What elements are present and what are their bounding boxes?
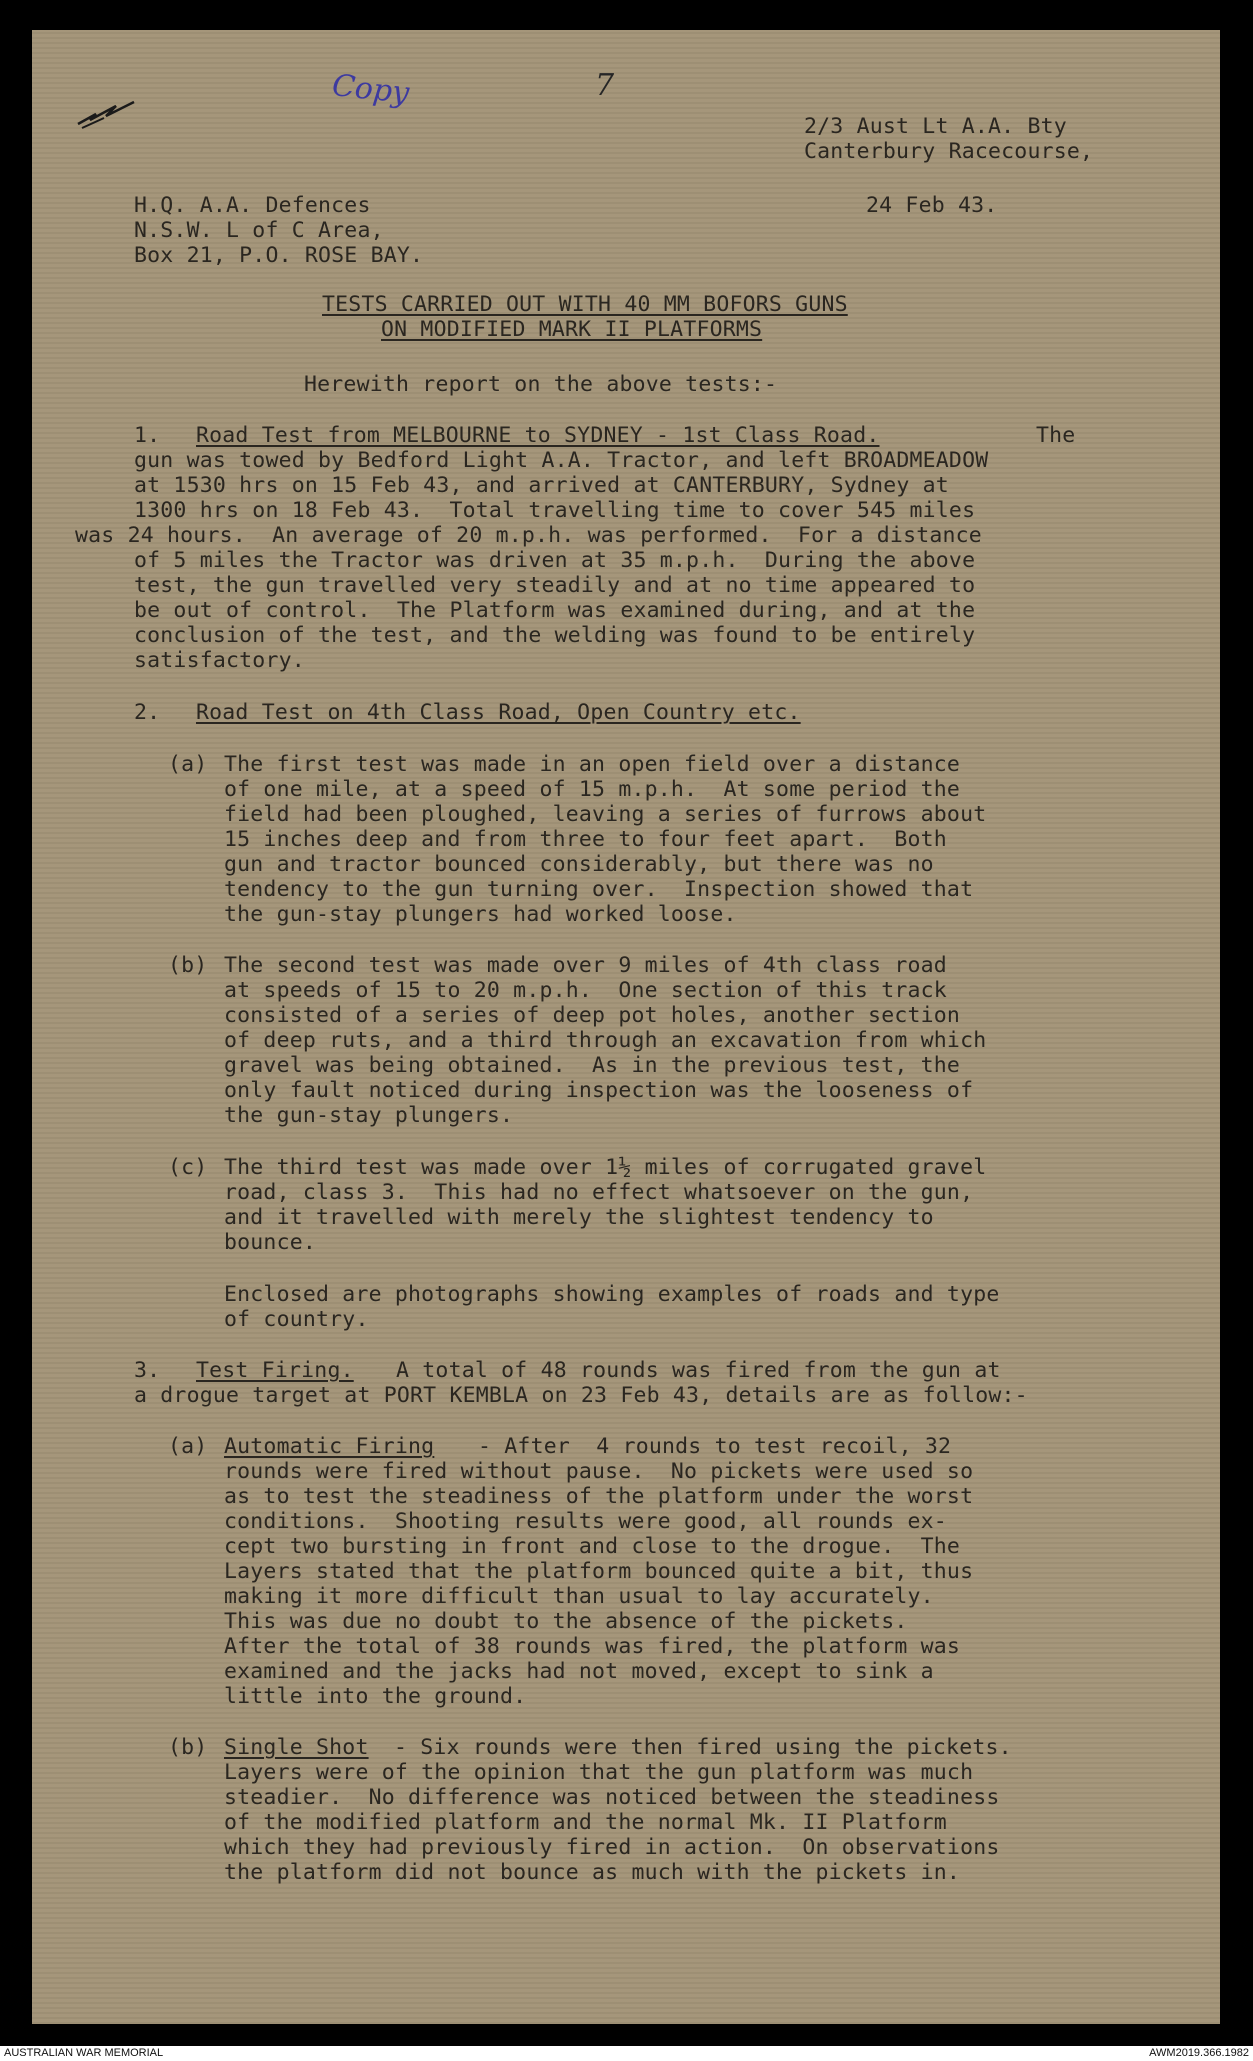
section-3a-line-6: making it more difficult than usual to lay accurately. bbox=[224, 1584, 934, 1609]
section-3b-line-3: of the modified platform and the normal Mk. II Platform bbox=[224, 1810, 947, 1835]
section-1-line-1: gun was towed by Bedford Light A.A. Tractor, and left BROADMEADOW bbox=[134, 448, 989, 473]
section-3b-heading: Single Shot bbox=[224, 1735, 369, 1760]
section-2a-line-1: of one mile, at a speed of 15 m.p.h. At some period the bbox=[224, 777, 961, 802]
section-2b-label: (b) bbox=[168, 953, 208, 978]
section-1-line-9: satisfactory. bbox=[134, 648, 305, 673]
section-3b-line-4: which they had previously fired in action. On observations bbox=[224, 1835, 1000, 1860]
section-3-line-0: A total of 48 rounds was fired from the gun at bbox=[396, 1358, 1001, 1383]
section-2b-line-1: at speeds of 15 to 20 m.p.h. One section of this track bbox=[224, 978, 947, 1003]
recipient-line-1: H.Q. A.A. Defences bbox=[134, 193, 371, 218]
section-1-line-4: was 24 hours. An average of 20 m.p.h. was performed. For a distance bbox=[75, 523, 982, 548]
section-1-line-3: 1300 hrs on 18 Feb 43. Total travelling time to cover 545 miles bbox=[134, 498, 976, 523]
section-2a-line-3: 15 inches deep and from three to four feet apart. Both bbox=[224, 827, 947, 852]
section-2-heading: Road Test on 4th Class Road, Open Country etc. bbox=[196, 700, 801, 725]
pencil-scribble bbox=[76, 92, 146, 132]
section-1-heading: Road Test from MELBOURNE to SYDNEY - 1st Class Road. bbox=[196, 423, 880, 448]
section-2b-line-2: consisted of a series of deep pot holes, another section bbox=[224, 1003, 961, 1028]
document-page bbox=[32, 30, 1220, 2024]
sender-line-1: 2/3 Aust Lt A.A. Bty bbox=[804, 114, 1067, 139]
section-2a-line-5: tendency to the gun turning over. Inspection showed that bbox=[224, 877, 974, 902]
section-3a-label: (a) bbox=[168, 1434, 208, 1459]
section-3a-line-9: examined and the jacks had not moved, except to sink a bbox=[224, 1659, 934, 1684]
intro-line: Herewith report on the above tests:- bbox=[304, 372, 778, 397]
section-3a-line-7: This was due no doubt to the absence of the pickets. bbox=[224, 1609, 908, 1634]
section-1-line-2: at 1530 hrs on 15 Feb 43, and arrived at CANTERBURY, Sydney at bbox=[134, 473, 949, 498]
footer-accession-number: AWM2019.366.1982 bbox=[1149, 2047, 1249, 2059]
section-2c-line-2: and it travelled with merely the slightest tendency to bbox=[224, 1205, 934, 1230]
section-3b-line-5: the platform did not bounce as much with the pickets in. bbox=[224, 1860, 961, 1885]
section-2a-line-6: the gun-stay plungers had worked loose. bbox=[224, 902, 737, 927]
archive-footer bbox=[0, 2046, 1253, 2061]
section-3a-line-3: conditions. Shooting results were good, all rounds ex- bbox=[224, 1509, 947, 1534]
section-3a-line-4: cept two bursting in front and close to the drogue. The bbox=[224, 1534, 961, 1559]
copy-annotation: Copy bbox=[330, 68, 411, 111]
section-3b-label: (b) bbox=[168, 1735, 208, 1760]
recipient-line-3: Box 21, P.O. ROSE BAY. bbox=[134, 243, 424, 268]
section-3a-line-5: Layers stated that the platform bounced quite a bit, thus bbox=[224, 1559, 974, 1584]
section-3-number: 3. bbox=[134, 1358, 161, 1383]
enclosed-line-0: Enclosed are photographs showing examples of roads and type bbox=[224, 1282, 1000, 1307]
page-number-annotation: 7 bbox=[595, 68, 615, 103]
section-3b-line-2: steadier. No difference was noticed between the steadiness bbox=[224, 1785, 1000, 1810]
section-1-line-0: The bbox=[1036, 423, 1076, 448]
section-2c-line-3: bounce. bbox=[224, 1230, 317, 1255]
section-1-line-6: test, the gun travelled very steadily and at no time appeared to bbox=[134, 573, 976, 598]
section-2c-label: (c) bbox=[168, 1155, 208, 1180]
section-2a-label: (a) bbox=[168, 752, 208, 777]
section-3b-line-0: - Six rounds were then fired using the pickets. bbox=[394, 1735, 1012, 1760]
recipient-line-2: N.S.W. L of C Area, bbox=[134, 218, 384, 243]
section-2a-line-4: gun and tractor bounced considerably, but there was no bbox=[224, 852, 934, 877]
section-3a-line-2: as to test the steadiness of the platform under the worst bbox=[224, 1484, 974, 1509]
section-2b-line-4: gravel was being obtained. As in the previous test, the bbox=[224, 1053, 961, 1078]
section-3a-heading: Automatic Firing bbox=[224, 1434, 435, 1459]
section-1-line-8: conclusion of the test, and the welding was found to be entirely bbox=[134, 623, 976, 648]
footer-institution: AUSTRALIAN WAR MEMORIAL bbox=[4, 2047, 164, 2059]
section-2b-line-6: the gun-stay plungers. bbox=[224, 1103, 514, 1128]
section-2b-line-5: only fault noticed during inspection was the looseness of bbox=[224, 1078, 974, 1103]
title-line-2: ON MODIFIED MARK II PLATFORMS bbox=[381, 317, 763, 342]
section-1-line-5: of 5 miles the Tractor was driven at 35 m.p.h. During the above bbox=[134, 548, 976, 573]
document-date: 24 Feb 43. bbox=[866, 193, 998, 218]
section-3a-line-1: rounds were fired without pause. No pickets were used so bbox=[224, 1459, 974, 1484]
sender-line-2: Canterbury Racecourse, bbox=[804, 139, 1094, 164]
section-2c-line-0: The third test was made over 1½ miles of corrugated gravel bbox=[224, 1155, 987, 1180]
title-line-1: TESTS CARRIED OUT WITH 40 MM BOFORS GUNS bbox=[322, 292, 848, 317]
section-1-number: 1. bbox=[134, 423, 161, 448]
section-2a-line-0: The first test was made in an open field over a distance bbox=[224, 752, 961, 777]
section-2b-line-3: of deep ruts, and a third through an excavation from which bbox=[224, 1028, 987, 1053]
section-3a-line-10: little into the ground. bbox=[224, 1684, 527, 1709]
section-2a-line-2: field had been ploughed, leaving a series of furrows about bbox=[224, 802, 987, 827]
section-3a-line-0: - After 4 rounds to test recoil, 32 bbox=[478, 1434, 952, 1459]
section-3b-line-1: Layers were of the opinion that the gun platform was much bbox=[224, 1760, 974, 1785]
section-1-line-7: be out of control. The Platform was examined during, and at the bbox=[134, 598, 976, 623]
section-2b-line-0: The second test was made over 9 miles of 4th class road bbox=[224, 953, 947, 978]
section-3-line-1: a drogue target at PORT KEMBLA on 23 Feb 43, details are as follow:- bbox=[134, 1383, 1028, 1408]
enclosed-line-1: of country. bbox=[224, 1307, 369, 1332]
section-3a-line-8: After the total of 38 rounds was fired, the platform was bbox=[224, 1634, 961, 1659]
section-2c-line-1: road, class 3. This had no effect whatsoever on the gun, bbox=[224, 1180, 974, 1205]
section-3-heading: Test Firing. bbox=[196, 1358, 354, 1383]
section-2-number: 2. bbox=[134, 700, 161, 725]
